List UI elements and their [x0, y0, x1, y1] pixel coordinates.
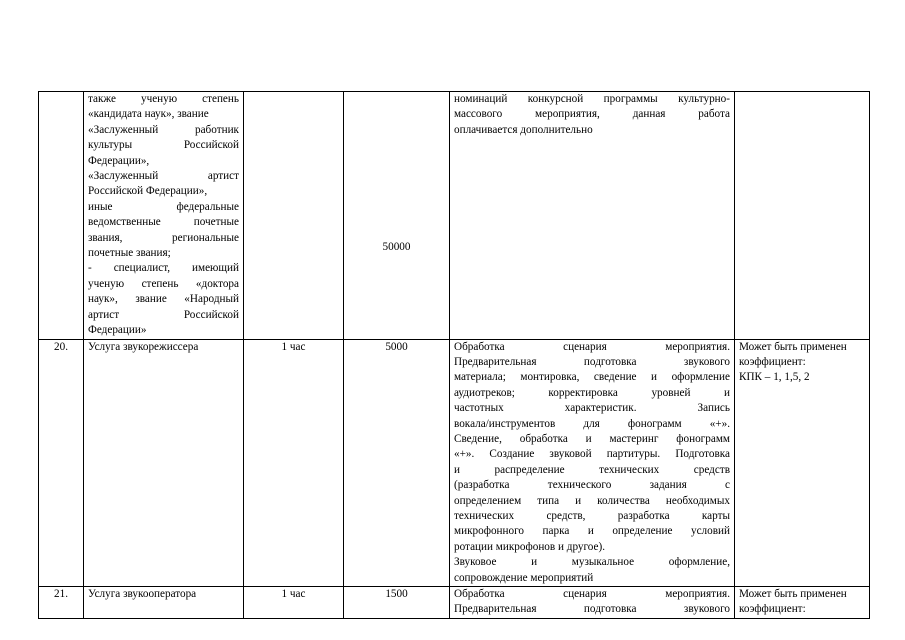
note-cell	[735, 92, 870, 340]
unit-cell: 1 час	[244, 339, 344, 587]
row-number: 20.	[39, 339, 84, 587]
description-line: технических средств, разработка карты	[454, 509, 730, 522]
description-line: Предварительная подготовка звукового	[454, 355, 730, 368]
price-cell: 5000	[344, 339, 450, 587]
description-line: номинаций конкурсной программы культурно-	[454, 93, 730, 105]
description-line: Звуковое и музыкальное оформление,	[454, 556, 730, 569]
service-name-line: ученую степень «доктора	[88, 277, 239, 290]
description-line: сопровождение мероприятий	[454, 571, 594, 584]
service-name-line: Российской Федерации»,	[88, 185, 208, 198]
service-name-line: «кандидата наук», звание	[88, 108, 209, 121]
note-line: коэффициент:	[739, 603, 806, 616]
unit-cell: 1 час	[244, 587, 344, 619]
table-row	[39, 339, 870, 587]
note-line: Может быть применен	[739, 340, 847, 353]
note-line: КПК – 1, 1,5, 2	[739, 371, 810, 384]
service-name-cell	[84, 339, 244, 587]
service-name-line: «Заслуженный артист	[88, 170, 239, 183]
service-name-line: почетные звания;	[88, 247, 171, 260]
service-name-line: Федерации»	[88, 324, 147, 337]
service-name-line: также ученую степень	[88, 93, 239, 105]
row-number: 21.	[39, 587, 84, 619]
description-line: аудиотреков; корректировка уровней и	[454, 386, 730, 399]
description-line: вокала/инструментов для фонограмм «+».	[454, 417, 730, 430]
description-line: (разработка технического задания с	[454, 479, 730, 492]
description-line: оплачивается дополнительно	[454, 123, 593, 136]
description-line: Обработка сценария мероприятия.	[454, 340, 730, 353]
description-line: материала; монтировка, сведение и оформление	[454, 371, 730, 384]
service-name-line: наук», звание «Народный	[88, 293, 239, 306]
service-name-line: звания, региональные	[88, 231, 239, 244]
service-name-line: Федерации»,	[88, 154, 150, 167]
service-name-line: Услуга звукооператора	[88, 588, 197, 600]
note-line: Может быть применен	[739, 588, 847, 600]
description-cell	[450, 92, 735, 340]
description-line: определением типа и количества необходимых	[454, 494, 730, 507]
service-name-line: ведомственные почетные	[88, 216, 239, 229]
description-line: массового мероприятия, данная работа	[454, 108, 730, 121]
note-cell	[735, 339, 870, 587]
table-row	[39, 92, 870, 340]
description-cell	[450, 339, 735, 587]
service-name-cell	[84, 587, 244, 619]
service-name-line: иные федеральные	[88, 200, 239, 213]
description-line: «+». Создание звуковой партитуры. Подготовка	[454, 448, 730, 461]
note-cell	[735, 587, 870, 619]
price-cell: 1500	[344, 587, 450, 619]
unit-cell	[244, 92, 344, 340]
service-name-cell	[84, 92, 244, 340]
description-line: Предварительная подготовка звукового	[454, 603, 730, 616]
description-line: и распределение технических средств	[454, 463, 730, 476]
service-name-line: культуры Российской	[88, 139, 239, 152]
row-number	[39, 92, 84, 340]
description-line: микрофонного парка и определение условий	[454, 525, 730, 538]
description-line: частотных характеристик. Запись	[454, 402, 730, 415]
description-line: ротации микрофонов и другое).	[454, 540, 606, 553]
description-cell	[450, 587, 735, 619]
description-line: Сведение, обработка и мастеринг фонограмм	[454, 432, 730, 445]
note-line: коэффициент:	[739, 355, 806, 368]
description-line: Обработка сценария мероприятия.	[454, 588, 730, 600]
service-name-line: - специалист, имеющий	[88, 262, 239, 275]
table-row	[39, 587, 870, 619]
service-name-line: «Заслуженный работник	[88, 123, 239, 136]
price-table	[38, 91, 870, 619]
price-cell: 50000	[344, 92, 450, 340]
service-name-line: артист Российской	[88, 308, 239, 321]
service-name-line: Услуга звукорежиссера	[88, 340, 199, 353]
